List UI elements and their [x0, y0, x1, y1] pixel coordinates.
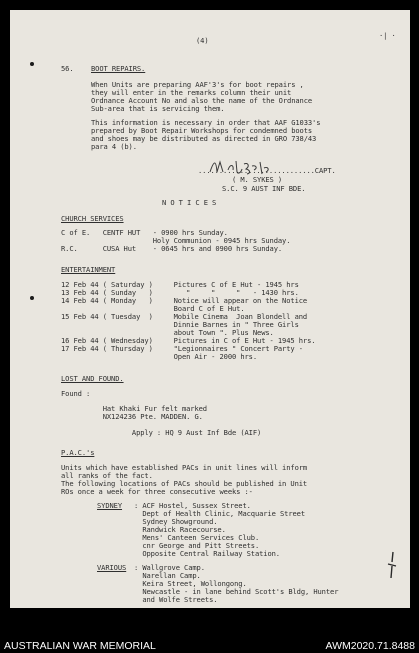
punch-hole-top — [30, 62, 34, 66]
entertainment-line: about Town ". Plus News. — [61, 328, 274, 337]
entertainment-line: 15 Feb 44 ( Tuesday ) Mobile Cinema Joan Blondell and — [61, 312, 308, 321]
church-service-line: C of E. CENTF HUT - 0900 hrs Sunday. — [61, 228, 228, 237]
sydney-location: : ACF Hostel, Sussex Street. — [134, 501, 251, 510]
paragraph-line: This information is necessary in order that AAF G1033's — [91, 118, 321, 127]
various-location: Narellan Camp. — [134, 571, 201, 580]
pacs-intro-line: ROs once a week for three consecutive weeks :- — [61, 487, 253, 496]
entertainment-line: Board C of E Hut. — [61, 304, 245, 313]
signatory-name: ( M. SYKES ) — [232, 175, 283, 184]
signature-rank-line: ............................CAPT. — [198, 166, 336, 175]
pacs-intro-line: The following locations of PACs should be published in Unit — [61, 479, 308, 488]
section-number: 56. — [61, 64, 74, 73]
entertainment-line: Dinnie Barnes in " Three Girls — [61, 320, 299, 329]
various-location: and Wolfe Streets. — [134, 595, 218, 604]
paragraph-line: and shoes may be distributed as directed in GRO 738/43 — [91, 134, 317, 143]
paragraph-line: prepared by Boot Repair Workshops for condemned boots — [91, 126, 313, 135]
section-heading: BOOT REPAIRS. — [91, 64, 146, 73]
punch-hole-middle — [30, 296, 34, 300]
church-service-line: R.C. CUSA Hut - 0645 hrs and 0900 hrs Sunday. — [61, 244, 283, 253]
church-service-line: Holy Communion - 0945 hrs Sunday. — [61, 236, 291, 245]
lost-found-line: Found : — [61, 389, 91, 398]
paragraph-line: Ordnance Account No and also the name of the Ordnance — [91, 96, 313, 105]
entertainment-line: 16 Feb 44 ( Wednesday) Pictures in C of E Hut - 1945 hrs. — [61, 336, 316, 345]
lost-found-line: NX124236 Pte. MADDEN. G. — [61, 412, 203, 421]
entertainment-line: 14 Feb 44 ( Monday ) Notice will appear on the Notice — [61, 296, 308, 305]
paragraph-line: they will enter in the remarks column their unit — [91, 88, 292, 97]
various-location: : Wallgrove Camp. — [134, 563, 205, 572]
sydney-location: Randwick Racecourse. — [134, 525, 226, 534]
various-location: Newcastle - in lane behind Scott's Bldg, Hunter — [134, 587, 339, 596]
lost-found-line: Hat Khaki Fur felt marked — [61, 404, 207, 413]
sydney-label: SYDNEY — [97, 501, 123, 510]
entertainment-line: 13 Feb 44 ( Sunday ) " " " - 1430 hrs. — [61, 288, 299, 297]
pacs-heading: P.A.C.'s — [61, 448, 95, 457]
various-label: VARIOUS — [97, 563, 127, 572]
lost-and-found-heading: LOST AND FOUND. — [61, 374, 124, 383]
paragraph-line: When Units are preparing AAF'3's for boot repairs , — [91, 80, 304, 89]
entertainment-heading: ENTERTAINMENT — [61, 265, 116, 274]
paragraph-line: Sub-area that is servicing them. — [91, 104, 225, 113]
footer-institution: AUSTRALIAN WAR MEMORIAL — [4, 640, 156, 652]
sydney-location: Mens' Canteen Services Club. — [134, 533, 260, 542]
pacs-intro-line: Units which have established PACs in unit lines will inform — [61, 463, 308, 472]
entertainment-line: Open Air - 2000 hrs. — [61, 352, 258, 361]
top-right-mark: ·| · — [379, 31, 396, 40]
lost-found-line: Apply : HQ 9 Aust Inf Bde (AIF) — [61, 428, 262, 437]
entertainment-line: 12 Feb 44 ( Saturday ) Pictures C of E Hut - 1945 hrs — [61, 280, 299, 289]
entertainment-line: 17 Feb 44 ( Thursday ) "Legionnaires " Concert Party - — [61, 344, 303, 353]
notices-heading: N O T I C E S — [162, 198, 217, 207]
page-number: (4) — [196, 36, 209, 45]
sydney-location: Opposite Central Railway Station. — [134, 549, 280, 558]
document-page — [10, 10, 410, 608]
signatory-appointment: S.C. 9 AUST INF BDE. — [222, 184, 306, 193]
paragraph-line: para 4 (b). — [91, 142, 137, 151]
margin-pen-mark — [384, 550, 400, 582]
pacs-intro-line: all ranks of the fact. — [61, 471, 153, 480]
sydney-location: cnr George and Pitt Streets. — [134, 541, 260, 550]
church-services-heading: CHURCH SERVICES — [61, 214, 124, 223]
archive-footer — [0, 612, 419, 653]
footer-accession-number: AWM2020.71.8488 — [325, 640, 415, 652]
sydney-location: Sydney Showground. — [134, 517, 218, 526]
various-location: Keira Street, Wollongong. — [134, 579, 247, 588]
sydney-location: Dept of Health Clinic, Macquarie Street — [134, 509, 306, 518]
